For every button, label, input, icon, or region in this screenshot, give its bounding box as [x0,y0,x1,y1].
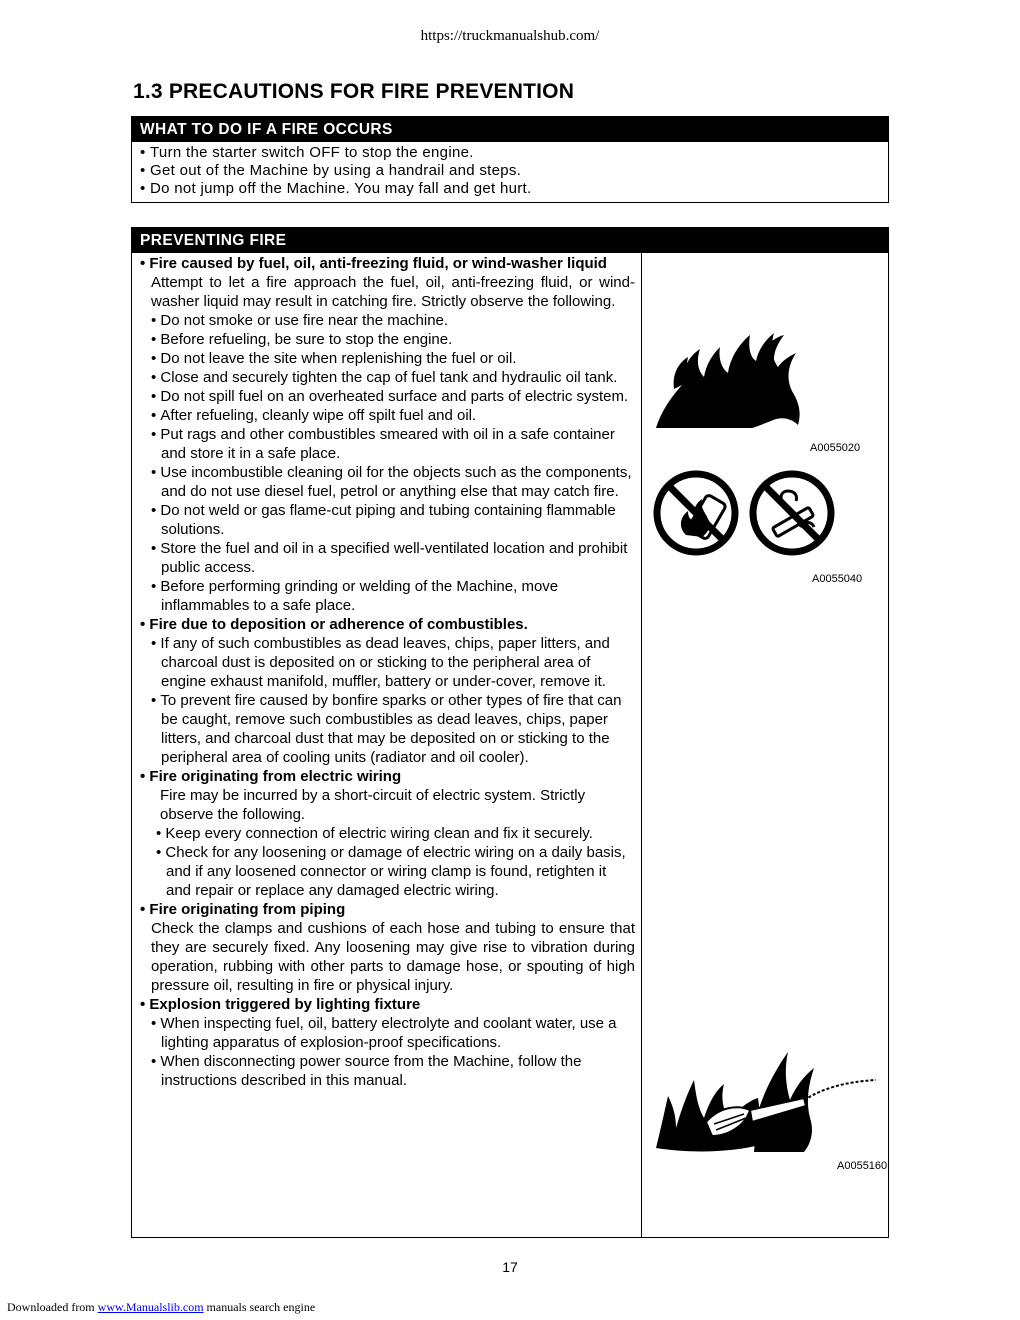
list-item: • Do not weld or gas flame-cut piping and tubing containing flammable solutions. [151,501,635,539]
page-title: 1.3 PRECAUTIONS FOR FIRE PREVENTION [133,80,575,103]
footer [7,1300,315,1315]
list-item: • Check for any loosening or damage of electric wiring on a daily basis, and if any loosened connector or wiring clamp is found, retighten it and repair or replace any damaged electric wiring. [156,843,635,900]
list-item: • Do not jump off the Machine. You may fall and get hurt. [140,180,888,198]
figure-code: A0055040 [812,573,863,585]
section-list [140,311,635,615]
list-item: • After refueling, cleanly wipe off spilt fuel and oil. [151,406,635,425]
section-title: • Fire due to deposition or adherence of combustibles. [140,615,635,634]
header-url: https://truckmanualshub.com/ [420,28,600,44]
section-title: • Fire originating from piping [140,900,635,919]
preventing-fire-text [132,253,642,1237]
list-item: • When inspecting fuel, oil, battery electrolyte and coolant water, use a lighting apparatus of explosion-proof specifications. [151,1014,635,1052]
list-item: • Put rags and other combustibles smeared with oil in a safe container and store it in a safe place. [151,425,635,463]
section-title: • Fire originating from electric wiring [140,767,635,786]
figure-code: A0055020 [810,442,861,454]
list-item: • To prevent fire caused by bonfire sparks or other types of fire that can be caught, remove such combustibles as dead leaves, chips, paper litters, and charcoal dust that may be deposited on or sticking to the peripheral area of cooling units (radiator and oil cooler). [151,691,635,767]
list-item: • Before refueling, be sure to stop the engine. [151,330,635,349]
fire-occurs-heading: WHAT TO DO IF A FIRE OCCURS [132,117,888,142]
section-intro: Check the clamps and cushions of each hose and tubing to ensure that they are securely fixed. Any loosening may give rise to vibration during operation, rubbing with other parts to damage hose, or spouting of high pressure oil, resulting in fire or physical injury. [151,920,635,994]
preventing-fire-heading: PREVENTING FIRE [132,228,888,253]
section-intro: Fire may be incurred by a short-circuit of electric system. Strictly observe the following. [160,787,586,823]
section-title: • Fire caused by fuel, oil, anti-freezing fluid, or wind-washer liquid [140,254,635,273]
flame-icon [652,321,802,433]
fire-occurs-list [132,142,888,198]
preventing-fire-figures [642,253,888,1237]
no-open-flame-icon [652,469,740,557]
footer-suffix: manuals search engine [203,1300,316,1314]
list-item: • Keep every connection of electric wiring clean and fix it securely. [156,824,635,843]
section-list [140,824,635,900]
figure-code: A0055160 [837,1160,888,1172]
list-item: • Use incombustible cleaning oil for the objects such as the components, and do not use diesel fuel, petrol or anything else that may catch fire. [151,463,635,501]
list-item: • Do not smoke or use fire near the machine. [151,311,635,330]
fire-occurs-box [131,116,889,203]
list-item: • Do not leave the site when replenishing the fuel or oil. [151,349,635,368]
footer-prefix: Downloaded from [7,1300,98,1314]
manualslib-link[interactable]: www.Manualslib.com [97,1300,204,1314]
section-list [140,634,635,767]
page-number: 17 [502,1259,518,1275]
list-item: • Store the fuel and oil in a specified well-ventilated location and prohibit public access. [151,539,635,577]
list-item: • If any of such combustibles as dead leaves, chips, paper litters, and charcoal dust is deposited on or sticking to the peripheral area of engine exhaust manifold, muffler, battery or under-cover, remove it. [151,634,635,691]
section-intro: Attempt to let a fire approach the fuel, oil, anti-freezing fluid, or wind-washer liquid may result in catching fire. Strictly observe the following. [151,274,635,310]
list-item: • Turn the starter switch OFF to stop the engine. [140,144,888,162]
list-item: • Do not spill fuel on an overheated surface and parts of electric system. [151,387,635,406]
list-item: • Before performing grinding or welding of the Machine, move inflammables to a safe place. [151,577,635,615]
list-item: • Close and securely tighten the cap of fuel tank and hydraulic oil tank. [151,368,635,387]
preventing-fire-box [131,227,889,1238]
list-item: • Get out of the Machine by using a handrail and steps. [140,162,888,180]
section-list [140,1014,635,1090]
hose-fire-icon [654,1048,880,1156]
list-item: • When disconnecting power source from the Machine, follow the instructions described in this manual. [151,1052,635,1090]
section-title: • Explosion triggered by lighting fixture [140,995,635,1014]
no-smoking-icon [748,469,836,557]
